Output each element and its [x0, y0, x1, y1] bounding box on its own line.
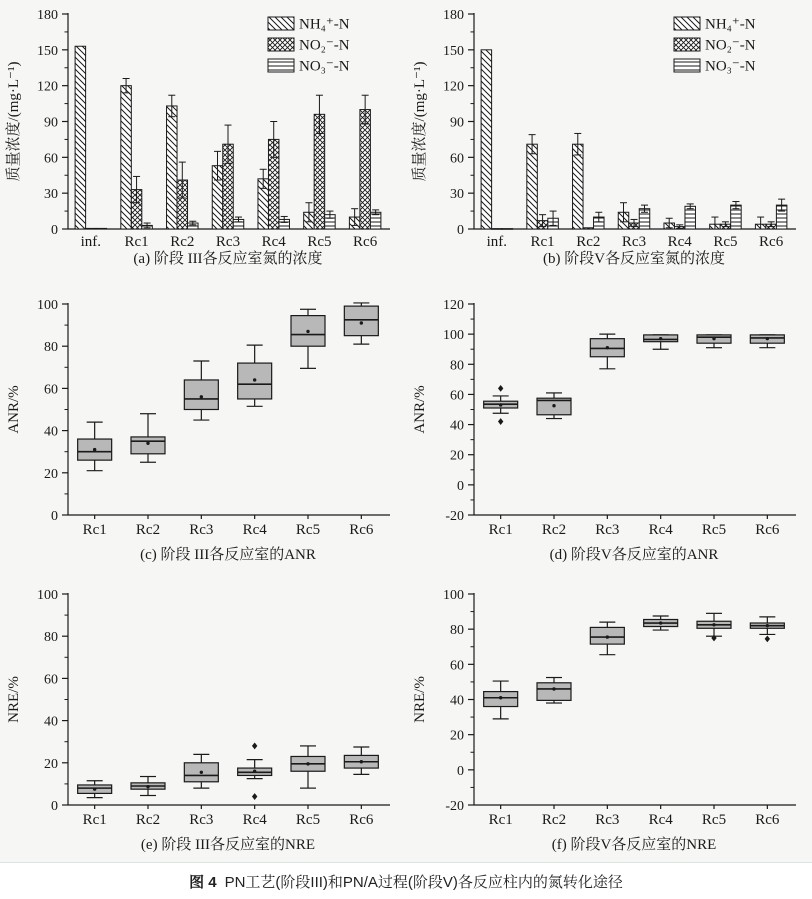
bar-group-inf.	[481, 50, 512, 250]
legend-label-2: NO₃⁻-N	[299, 58, 350, 75]
bar-group-Rc6	[755, 199, 787, 250]
mean-marker	[659, 621, 662, 624]
box-Rc3	[184, 754, 218, 828]
bar-inf.-s0	[481, 50, 492, 229]
outlier-marker	[252, 743, 257, 750]
legend-label-2: NO₃⁻-N	[705, 58, 756, 75]
x-tick-label: Rc4	[648, 522, 673, 538]
box-Rc3	[590, 622, 624, 828]
svg-text:30: 30	[44, 187, 58, 203]
x-tick-label: Rc5	[295, 812, 321, 828]
bar-inf.-s2	[96, 228, 107, 229]
mean-marker	[146, 785, 149, 788]
mean-marker	[552, 687, 555, 690]
x-tick-label: Rc3	[189, 522, 214, 538]
mean-marker	[499, 403, 502, 406]
x-tick-label: Rc4	[242, 522, 267, 538]
x-tick-label: Rc4	[261, 234, 286, 250]
svg-text:100: 100	[443, 328, 464, 344]
mean-marker	[552, 404, 555, 407]
bar-group-Rc3	[618, 203, 650, 250]
svg-text:40: 40	[450, 418, 464, 434]
x-tick-label: Rc6	[353, 234, 378, 250]
x-tick-label: Rc3	[215, 234, 241, 250]
x-tick-label: Rc3	[595, 812, 620, 828]
svg-text:60: 60	[450, 151, 464, 167]
x-tick-label: Rc5	[701, 522, 727, 538]
subplot-title: (d) 阶段V各反应室的ANR	[549, 547, 719, 563]
mean-marker	[360, 760, 363, 763]
x-tick-label: Rc2	[541, 812, 567, 828]
x-tick-label: Rc3	[595, 522, 620, 538]
legend-swatch-1	[268, 38, 294, 51]
bar-group-Rc1	[527, 135, 559, 250]
bar-group-Rc2	[573, 133, 605, 250]
x-tick-label: Rc6	[349, 812, 374, 828]
svg-text:20: 20	[450, 728, 464, 744]
x-tick-label: Rc5	[307, 234, 332, 250]
box-Rc5	[697, 613, 731, 828]
bar-group-Rc1	[121, 79, 153, 251]
x-tick-label: Rc6	[759, 234, 784, 250]
mean-marker	[360, 321, 363, 324]
box-Rc5	[291, 309, 325, 538]
bar-Rc2-s0	[573, 144, 584, 229]
svg-text:120: 120	[443, 79, 464, 95]
outlier-marker	[498, 418, 503, 425]
chart-a-stage3-concentration	[0, 0, 406, 280]
mean-marker	[306, 330, 309, 333]
svg-text:20: 20	[44, 466, 58, 482]
box-Rc6	[344, 747, 378, 828]
x-tick-label: Rc3	[189, 812, 214, 828]
legend-swatch-2	[268, 59, 294, 72]
outlier-marker	[498, 385, 503, 392]
chart-c-svg	[0, 280, 406, 570]
x-tick-label: Rc1	[82, 812, 107, 828]
x-tick-label: inf.	[486, 234, 508, 250]
svg-text:120: 120	[37, 79, 58, 95]
y-axis-label: 质量浓度/(mg·L⁻¹)	[6, 61, 22, 182]
svg-text:80: 80	[44, 340, 58, 356]
x-tick-label: Rc5	[295, 522, 321, 538]
svg-text:100: 100	[443, 588, 464, 603]
mean-marker	[146, 442, 149, 445]
legend-label-1: NO₂⁻-N	[705, 37, 756, 54]
x-tick-label: Rc6	[755, 812, 780, 828]
svg-text:0: 0	[51, 223, 58, 238]
x-tick-label: Rc2	[135, 522, 161, 538]
subplot-title: (c) 阶段 III各反应室的ANR	[140, 547, 316, 563]
x-tick-label: inf.	[80, 234, 102, 250]
mean-marker	[253, 770, 256, 773]
svg-text:40: 40	[44, 714, 58, 730]
svg-text:100: 100	[37, 298, 58, 313]
bar-group-Rc4	[258, 122, 290, 251]
mean-marker	[200, 771, 203, 774]
box-Rc5	[291, 746, 325, 828]
box-Rc6	[750, 335, 784, 538]
x-tick-label: Rc6	[349, 522, 374, 538]
x-tick-label: Rc2	[541, 522, 567, 538]
chart-b-stage5-concentration	[406, 0, 812, 280]
outlier-marker	[711, 635, 716, 642]
mean-marker	[606, 635, 609, 638]
chart-d-stage5-anr	[406, 280, 812, 570]
y-axis-label: ANR/%	[6, 385, 22, 434]
box-Rc5	[697, 335, 731, 538]
svg-text:0: 0	[51, 509, 58, 524]
x-tick-label: Rc6	[755, 522, 780, 538]
box-Rc4	[238, 345, 272, 538]
box-Rc1	[78, 422, 112, 538]
mean-marker	[253, 378, 256, 381]
box-rect	[184, 380, 218, 410]
svg-text:60: 60	[44, 382, 58, 398]
svg-text:0: 0	[457, 478, 464, 494]
legend-swatch-0	[268, 17, 294, 30]
subplot-title: (a) 阶段 III各反应室氮的浓度	[133, 251, 323, 267]
bar-group-Rc6	[349, 95, 381, 250]
svg-text:0: 0	[51, 799, 58, 814]
box-Rc6	[750, 617, 784, 828]
legend-label-0: NH₄⁺-N	[299, 16, 350, 33]
svg-text:100: 100	[37, 588, 58, 603]
svg-text:20: 20	[450, 448, 464, 464]
chart-d-svg	[406, 280, 812, 570]
bar-inf.-s1	[86, 228, 97, 229]
box-rect	[344, 306, 378, 336]
bar-Rc2-s1	[583, 228, 594, 229]
bar-group-Rc5	[304, 95, 336, 250]
x-tick-label: Rc1	[488, 812, 513, 828]
box-rect	[131, 437, 165, 454]
x-tick-label: Rc1	[124, 234, 149, 250]
x-tick-label: Rc5	[701, 812, 727, 828]
legend-swatch-0	[674, 17, 700, 30]
chart-f-stage5-nre	[406, 570, 812, 860]
x-tick-label: Rc2	[135, 812, 161, 828]
svg-text:0: 0	[457, 763, 464, 779]
mean-marker	[93, 787, 96, 790]
mean-marker	[766, 337, 769, 340]
bar-Rc1-s0	[527, 144, 538, 229]
svg-text:150: 150	[443, 43, 464, 59]
bar-group-inf.	[75, 46, 107, 250]
outlier-marker	[765, 635, 770, 642]
bar-Rc4-s2	[685, 206, 696, 229]
svg-text:0: 0	[457, 223, 464, 238]
bar-group-Rc3	[212, 125, 244, 250]
chart-b-svg	[406, 0, 812, 280]
x-tick-label: Rc3	[621, 234, 647, 250]
mean-marker	[306, 762, 309, 765]
mean-marker	[712, 623, 715, 626]
legend-label-0: NH₄⁺-N	[705, 16, 756, 33]
bar-Rc1-s0	[121, 86, 132, 229]
bar-inf.-s2	[502, 229, 512, 230]
axes	[443, 298, 796, 524]
y-axis-label: ANR/%	[412, 385, 428, 434]
chart-e-svg	[0, 570, 406, 860]
svg-text:-20: -20	[445, 509, 464, 524]
figure-caption	[0, 863, 812, 899]
box-Rc2	[131, 414, 165, 538]
svg-text:150: 150	[37, 43, 58, 59]
mean-marker	[606, 346, 609, 349]
svg-text:90: 90	[450, 115, 464, 131]
box-Rc3	[590, 334, 624, 538]
bar-inf.-s1	[492, 229, 503, 230]
chart-e-stage3-nre	[0, 570, 406, 860]
svg-text:40: 40	[450, 693, 464, 709]
box-Rc4	[238, 743, 272, 828]
y-axis-label: NRE/%	[6, 676, 22, 723]
subplot-title: (e) 阶段 III各反应室的NRE	[140, 837, 316, 853]
bar-inf.-s0	[75, 46, 86, 229]
svg-text:80: 80	[450, 623, 464, 639]
svg-text:-20: -20	[445, 799, 464, 814]
x-tick-label: Rc1	[530, 234, 555, 250]
figure-caption-label: 图 4	[189, 873, 217, 891]
svg-text:20: 20	[44, 756, 58, 772]
x-tick-label: Rc1	[82, 522, 107, 538]
legend	[674, 17, 756, 75]
mean-marker	[766, 624, 769, 627]
svg-text:90: 90	[44, 115, 58, 131]
svg-text:60: 60	[450, 658, 464, 674]
bar-Rc6-s1	[360, 110, 371, 229]
chart-c-stage3-anr	[0, 280, 406, 570]
box-Rc3	[184, 361, 218, 538]
legend-swatch-1	[674, 38, 700, 51]
bar-Rc2-s0	[167, 106, 178, 229]
box-rect	[537, 683, 571, 701]
mean-marker	[499, 696, 502, 699]
x-tick-label: Rc5	[713, 234, 738, 250]
svg-text:180: 180	[37, 8, 58, 23]
x-tick-label: Rc2	[576, 234, 601, 250]
mean-marker	[93, 448, 96, 451]
box-Rc1	[78, 781, 112, 828]
bar-group-Rc2	[167, 95, 199, 250]
mean-marker	[712, 337, 715, 340]
bar-group-Rc5	[710, 202, 742, 250]
outlier-marker	[252, 793, 257, 800]
legend-label-1: NO₂⁻-N	[299, 37, 350, 54]
x-tick-label: Rc4	[242, 812, 267, 828]
x-tick-label: Rc2	[170, 234, 195, 250]
svg-text:30: 30	[450, 187, 464, 203]
mean-marker	[200, 395, 203, 398]
mean-marker	[659, 337, 662, 340]
chart-a-svg	[0, 0, 406, 280]
figure-caption-text: PN工艺(阶段III)和PN/A过程(阶段V)各反应柱内的氮转化途径	[224, 873, 623, 891]
x-tick-label: Rc4	[648, 812, 673, 828]
svg-text:180: 180	[443, 8, 464, 23]
x-tick-label: Rc1	[488, 522, 513, 538]
svg-text:80: 80	[450, 358, 464, 374]
box-Rc4	[644, 616, 678, 828]
legend-swatch-2	[674, 59, 700, 72]
subplot-title: (b) 阶段V各反应室氮的浓度	[542, 251, 726, 267]
y-axis-label: 质量浓度/(mg·L⁻¹)	[412, 61, 428, 182]
legend	[268, 17, 350, 75]
svg-text:60: 60	[44, 672, 58, 688]
svg-text:60: 60	[450, 388, 464, 404]
box-Rc4	[644, 335, 678, 538]
svg-text:80: 80	[44, 630, 58, 646]
svg-text:120: 120	[443, 298, 464, 313]
axes	[37, 298, 390, 524]
box-Rc2	[131, 777, 165, 828]
subplot-title: (f) 阶段V各反应室的NRE	[551, 837, 717, 853]
bar-group-Rc4	[664, 204, 696, 250]
svg-text:60: 60	[44, 151, 58, 167]
svg-text:40: 40	[44, 424, 58, 440]
x-tick-label: Rc4	[667, 234, 692, 250]
y-axis-label: NRE/%	[412, 676, 428, 723]
box-Rc6	[344, 303, 378, 538]
chart-f-svg	[406, 570, 812, 860]
